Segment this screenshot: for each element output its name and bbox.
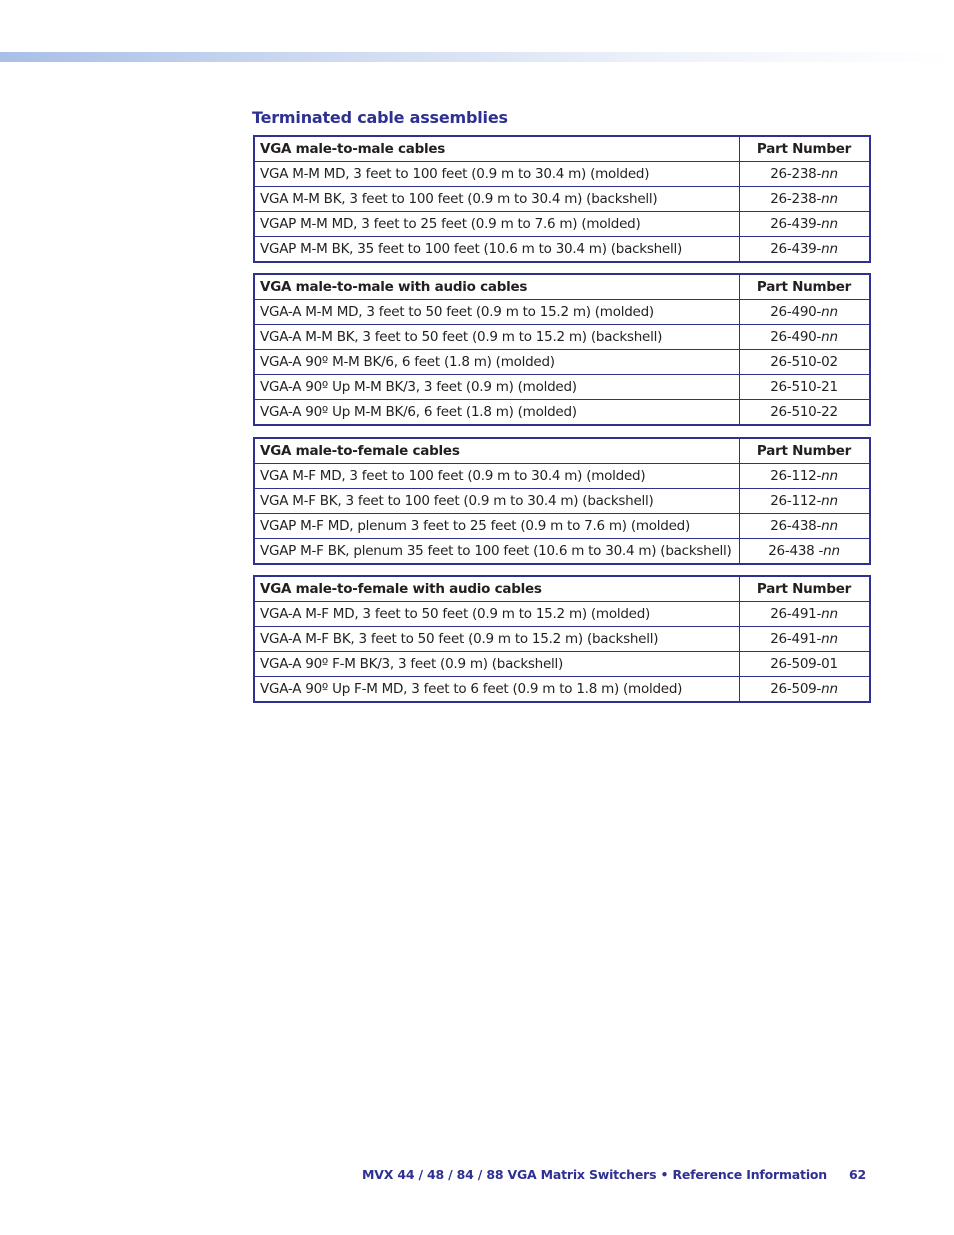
row-part-number: 26-509-01 [739, 652, 870, 677]
row-description: VGA-A M-M BK, 3 feet to 50 feet (0.9 m to 15.2 m) (backshell) [254, 325, 739, 350]
table-row [254, 652, 870, 677]
table-header-description: VGA male-to-male cables [254, 136, 739, 162]
row-description: VGA M-F MD, 3 feet to 100 feet (0.9 m to 30.4 m) (molded) [254, 464, 739, 489]
row-part-number: 26-238-nn [739, 187, 870, 212]
header-gradient-bar [0, 52, 954, 62]
row-part-number: 26-491-nn [739, 602, 870, 627]
row-description: VGA-A 90º F-M BK/3, 3 feet (0.9 m) (backshell) [254, 652, 739, 677]
table-row [254, 602, 870, 627]
row-part-number: 26-438 -nn [739, 539, 870, 565]
row-description: VGA-A M-F MD, 3 feet to 50 feet (0.9 m to 15.2 m) (molded) [254, 602, 739, 627]
table-header-row [254, 576, 870, 602]
cable-table-vga-male-to-male [253, 135, 871, 263]
table-header-part-number: Part Number [739, 576, 870, 602]
row-description: VGA-A 90º M-M BK/6, 6 feet (1.8 m) (molded) [254, 350, 739, 375]
table-row [254, 300, 870, 325]
row-description: VGA-A M-M MD, 3 feet to 50 feet (0.9 m to 15.2 m) (molded) [254, 300, 739, 325]
table-row [254, 325, 870, 350]
row-part-number: 26-509-nn [739, 677, 870, 703]
table-header-row [254, 274, 870, 300]
table-row [254, 489, 870, 514]
table-row [254, 464, 870, 489]
row-part-number: 26-238-nn [739, 162, 870, 187]
table-row [254, 212, 870, 237]
table-row [254, 627, 870, 652]
row-part-number: 26-438-nn [739, 514, 870, 539]
row-part-number: 26-112-nn [739, 464, 870, 489]
row-description: VGA M-M BK, 3 feet to 100 feet (0.9 m to 30.4 m) (backshell) [254, 187, 739, 212]
table-row [254, 237, 870, 263]
row-description: VGA-A M-F BK, 3 feet to 50 feet (0.9 m to 15.2 m) (backshell) [254, 627, 739, 652]
row-part-number: 26-112-nn [739, 489, 870, 514]
cable-table-vga-male-to-female-audio [253, 575, 871, 703]
table-row [254, 677, 870, 703]
row-part-number: 26-510-21 [739, 375, 870, 400]
row-description: VGAP M-M BK, 35 feet to 100 feet (10.6 m to 30.4 m) (backshell) [254, 237, 739, 263]
page-footer [362, 1167, 866, 1182]
row-description: VGAP M-F BK, plenum 35 feet to 100 feet (10.6 m to 30.4 m) (backshell) [254, 539, 739, 565]
table-row [254, 350, 870, 375]
row-description: VGA M-F BK, 3 feet to 100 feet (0.9 m to 30.4 m) (backshell) [254, 489, 739, 514]
table-header-part-number: Part Number [739, 274, 870, 300]
table-header-description: VGA male-to-female with audio cables [254, 576, 739, 602]
row-description: VGAP M-M MD, 3 feet to 25 feet (0.9 m to 7.6 m) (molded) [254, 212, 739, 237]
row-part-number: 26-490-nn [739, 325, 870, 350]
row-part-number: 26-439-nn [739, 237, 870, 263]
cable-table-vga-male-to-female [253, 437, 871, 565]
table-row [254, 514, 870, 539]
table-header-description: VGA male-to-male with audio cables [254, 274, 739, 300]
row-part-number: 26-510-22 [739, 400, 870, 426]
table-header-row [254, 136, 870, 162]
row-part-number: 26-439-nn [739, 212, 870, 237]
row-description: VGAP M-F MD, plenum 3 feet to 25 feet (0.9 m to 7.6 m) (molded) [254, 514, 739, 539]
row-description: VGA-A 90º Up M-M BK/3, 3 feet (0.9 m) (molded) [254, 375, 739, 400]
section-heading: Terminated cable assemblies [252, 108, 508, 127]
table-header-part-number: Part Number [739, 136, 870, 162]
table-header-part-number: Part Number [739, 438, 870, 464]
page-number: 62 [849, 1167, 866, 1182]
cable-table-vga-male-to-male-audio [253, 273, 871, 426]
table-header-row [254, 438, 870, 464]
table-row [254, 162, 870, 187]
row-description: VGA-A 90º Up F-M MD, 3 feet to 6 feet (0.9 m to 1.8 m) (molded) [254, 677, 739, 703]
table-row [254, 400, 870, 426]
row-part-number: 26-510-02 [739, 350, 870, 375]
table-row [254, 539, 870, 565]
row-part-number: 26-490-nn [739, 300, 870, 325]
row-description: VGA-A 90º Up M-M BK/6, 6 feet (1.8 m) (molded) [254, 400, 739, 426]
table-row [254, 187, 870, 212]
table-header-description: VGA male-to-female cables [254, 438, 739, 464]
row-part-number: 26-491-nn [739, 627, 870, 652]
table-row [254, 375, 870, 400]
row-description: VGA M-M MD, 3 feet to 100 feet (0.9 m to 30.4 m) (molded) [254, 162, 739, 187]
footer-text: MVX 44 / 48 / 84 / 88 VGA Matrix Switchers • Reference Information [362, 1167, 827, 1182]
